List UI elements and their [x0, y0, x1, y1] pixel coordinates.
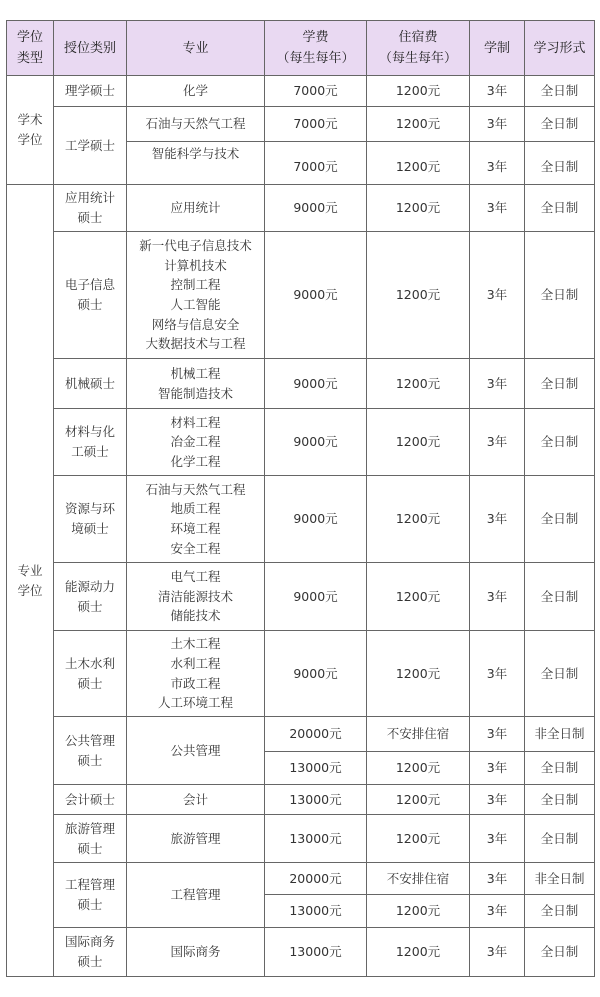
award-type-cell: 工程管理 硕士	[54, 863, 127, 928]
duration-cell: 3年	[470, 717, 525, 752]
study-mode-cell: 全日制	[525, 631, 595, 717]
study-mode-cell: 全日制	[525, 928, 595, 977]
table-row	[7, 76, 595, 107]
tuition-cell: 9000元	[265, 409, 367, 476]
lodging-cell: 1200元	[367, 359, 470, 409]
study-mode-cell: 全日制	[525, 232, 595, 359]
award-type-cell: 材料与化 工硕士	[54, 409, 127, 476]
tuition-cell: 13000元	[265, 895, 367, 928]
major-cell: 石油与天然气工程 地质工程 环境工程 安全工程	[127, 476, 265, 563]
duration-cell: 3年	[470, 76, 525, 107]
study-mode-cell: 全日制	[525, 107, 595, 142]
lodging-cell: 1200元	[367, 142, 470, 185]
table-row	[7, 185, 595, 232]
table-row	[7, 631, 595, 717]
major-cell: 会计	[127, 785, 265, 815]
award-type-cell: 国际商务 硕士	[54, 928, 127, 977]
duration-cell: 3年	[470, 631, 525, 717]
tuition-cell: 20000元	[265, 717, 367, 752]
table-row	[7, 107, 595, 142]
major-cell: 工程管理	[127, 863, 265, 928]
header-tuition: 学费 （每生每年）	[265, 21, 367, 76]
duration-cell: 3年	[470, 142, 525, 185]
major-cell: 土木工程 水利工程 市政工程 人工环境工程	[127, 631, 265, 717]
duration-cell: 3年	[470, 752, 525, 785]
major-cell: 国际商务	[127, 928, 265, 977]
lodging-cell: 1200元	[367, 815, 470, 863]
study-mode-cell: 全日制	[525, 563, 595, 631]
study-mode-cell: 全日制	[525, 76, 595, 107]
study-mode-cell: 全日制	[525, 785, 595, 815]
duration-cell: 3年	[470, 563, 525, 631]
header-duration: 学制	[470, 21, 525, 76]
major-cell: 石油与天然气工程	[127, 107, 265, 142]
table-row	[7, 717, 595, 752]
tuition-cell: 13000元	[265, 815, 367, 863]
duration-cell: 3年	[470, 409, 525, 476]
duration-cell: 3年	[470, 232, 525, 359]
study-mode-cell: 全日制	[525, 476, 595, 563]
lodging-cell: 1200元	[367, 185, 470, 232]
duration-cell: 3年	[470, 359, 525, 409]
major-cell: 公共管理	[127, 717, 265, 785]
header-award-type: 授位类别	[54, 21, 127, 76]
lodging-cell: 1200元	[367, 895, 470, 928]
major-cell: 机械工程 智能制造技术	[127, 359, 265, 409]
header-study-mode: 学习形式	[525, 21, 595, 76]
tuition-cell: 9000元	[265, 631, 367, 717]
study-mode-cell: 全日制	[525, 752, 595, 785]
award-type-cell: 工学硕士	[54, 107, 127, 185]
group-professional: 专业 学位	[7, 185, 54, 977]
tuition-cell: 13000元	[265, 785, 367, 815]
lodging-cell: 1200元	[367, 76, 470, 107]
award-type-cell: 理学硕士	[54, 76, 127, 107]
header-row	[7, 21, 595, 76]
header-lodging: 住宿费 （每生每年）	[367, 21, 470, 76]
major-cell: 新一代电子信息技术 计算机技术 控制工程 人工智能 网络与信息安全 大数据技术与工程	[127, 232, 265, 359]
tuition-cell: 20000元	[265, 863, 367, 895]
study-mode-cell: 全日制	[525, 409, 595, 476]
major-cell: 智能科学与技术	[127, 142, 265, 185]
duration-cell: 3年	[470, 185, 525, 232]
header-degree-type: 学位 类型	[7, 21, 54, 76]
major-cell: 旅游管理	[127, 815, 265, 863]
lodging-cell: 1200元	[367, 752, 470, 785]
award-type-cell: 应用统计 硕士	[54, 185, 127, 232]
table-row	[7, 409, 595, 476]
lodging-cell: 1200元	[367, 928, 470, 977]
major-cell: 化学	[127, 76, 265, 107]
duration-cell: 3年	[470, 107, 525, 142]
table-row	[7, 476, 595, 563]
study-mode-cell: 非全日制	[525, 863, 595, 895]
award-type-cell: 公共管理 硕士	[54, 717, 127, 785]
award-type-cell: 机械硕士	[54, 359, 127, 409]
tuition-cell: 9000元	[265, 232, 367, 359]
award-type-cell: 资源与环 境硕士	[54, 476, 127, 563]
study-mode-cell: 全日制	[525, 142, 595, 185]
award-type-cell: 旅游管理 硕士	[54, 815, 127, 863]
group-academic: 学术 学位	[7, 76, 54, 185]
lodging-cell: 1200元	[367, 107, 470, 142]
table-row	[7, 785, 595, 815]
award-type-cell: 电子信息 硕士	[54, 232, 127, 359]
study-mode-cell: 全日制	[525, 815, 595, 863]
header-major: 专业	[127, 21, 265, 76]
tuition-cell: 9000元	[265, 359, 367, 409]
lodging-cell: 1200元	[367, 476, 470, 563]
lodging-cell: 不安排住宿	[367, 717, 470, 752]
duration-cell: 3年	[470, 928, 525, 977]
lodging-cell: 1200元	[367, 563, 470, 631]
study-mode-cell: 非全日制	[525, 717, 595, 752]
table-row	[7, 928, 595, 977]
lodging-cell: 1200元	[367, 631, 470, 717]
major-cell: 材料工程 冶金工程 化学工程	[127, 409, 265, 476]
tuition-cell: 9000元	[265, 185, 367, 232]
table-row	[7, 359, 595, 409]
tuition-cell: 7000元	[265, 142, 367, 185]
duration-cell: 3年	[470, 863, 525, 895]
lodging-cell: 1200元	[367, 785, 470, 815]
duration-cell: 3年	[470, 815, 525, 863]
tuition-cell: 9000元	[265, 476, 367, 563]
duration-cell: 3年	[470, 895, 525, 928]
study-mode-cell: 全日制	[525, 359, 595, 409]
award-type-cell: 土木水利 硕士	[54, 631, 127, 717]
tuition-cell: 13000元	[265, 928, 367, 977]
table-row	[7, 863, 595, 895]
table-row	[7, 563, 595, 631]
lodging-cell: 1200元	[367, 409, 470, 476]
lodging-cell: 不安排住宿	[367, 863, 470, 895]
study-mode-cell: 全日制	[525, 185, 595, 232]
tuition-cell: 7000元	[265, 76, 367, 107]
table-row	[7, 232, 595, 359]
award-type-cell: 能源动力 硕士	[54, 563, 127, 631]
table-row	[7, 815, 595, 863]
tuition-cell: 13000元	[265, 752, 367, 785]
tuition-cell: 9000元	[265, 563, 367, 631]
study-mode-cell: 全日制	[525, 895, 595, 928]
duration-cell: 3年	[470, 785, 525, 815]
lodging-cell: 1200元	[367, 232, 470, 359]
award-type-cell: 会计硕士	[54, 785, 127, 815]
tuition-table	[6, 20, 595, 977]
tuition-cell: 7000元	[265, 107, 367, 142]
major-cell: 应用统计	[127, 185, 265, 232]
major-cell: 电气工程 清洁能源技术 储能技术	[127, 563, 265, 631]
duration-cell: 3年	[470, 476, 525, 563]
